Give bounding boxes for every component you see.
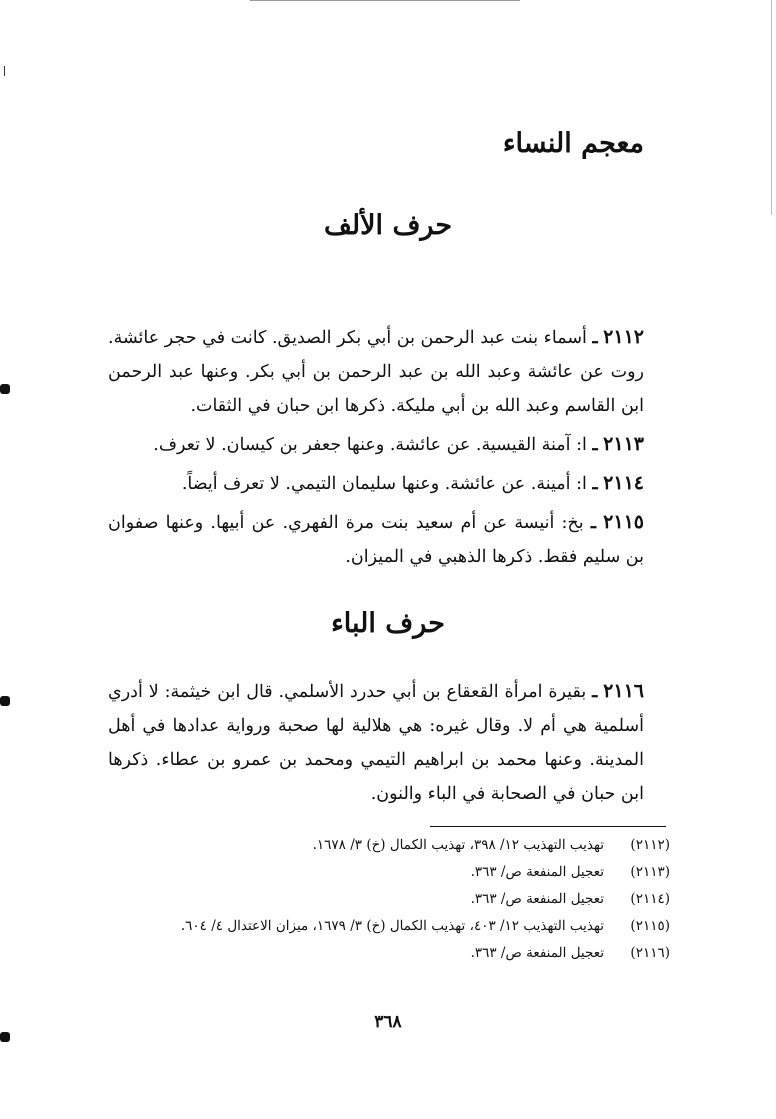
entry: ٢١١٤ ـ ا: أمينة. عن عائشة. وعنها سليمان التيمي. لا تعرف أيضاً. [181, 472, 644, 494]
entry-number: ٢١١٥ [603, 511, 644, 533]
footnote-number: (٢١١٢) [630, 837, 670, 853]
footnote [100, 859, 670, 886]
footnote [100, 940, 670, 967]
footnote-divider [430, 826, 666, 827]
entry-text: ا: أمينة. عن عائشة. وعنها سليمان التيمي. لا تعرف أيضاً. [181, 474, 587, 494]
footnote-text: تعجيل المنفعة ص/ ٣٦٣. [470, 864, 604, 880]
footnote-text: تعجيل المنفعة ص/ ٣٦٣. [470, 891, 604, 907]
entry: ٢١١٥ ـ بخ: أنيسة عن أم سعيد بنت مرة الفهري. عن أبيها. وعنها صفوان بن سليم فقط. ذكرها الذهبي في الميزان. [108, 511, 644, 567]
entry-number: ٢١١٣ [603, 433, 644, 455]
footnote-text: تهذيب التهذيب ١٢/ ٤٠٣، تهذيب الكمال (خ) ٣/ ١٦٧٩، ميزان الاعتدال ٤/ ٦٠٤. [180, 918, 604, 934]
margin-mark [0, 1032, 10, 1042]
footnote-number: (٢١١٤) [630, 891, 670, 907]
entry: ٢١١٣ ـ ا: آمنة القيسية. عن عائشة. وعنها جعفر بن كيسان. لا تعرف. [153, 433, 644, 455]
entry-text: بقيرة امرأة القعقاع بن أبي حدرد الأسلمي. قال ابن خيثمة: لا أدري أسلمية هي أم لا. وقال غيره: هي هلالية لها صحبة ورواية عدادها في أهل المدينة. وعنها محمد بن ابراهيم التيمي ومحمد بن عمرو بن عطاء. ذكرها ابن حبان في الصحابة في الباء والنون. [108, 682, 644, 804]
entries-ba [108, 674, 644, 815]
section-title: معجم النساء [502, 128, 644, 159]
page-number: ٣٦٨ [374, 1012, 402, 1032]
footnote-text: تهذيب التهذيب ١٢/ ٣٩٨، تهذيب الكمال (خ) ٣/ ١٦٧٨. [312, 837, 604, 853]
entry-text: بخ: أنيسة عن أم سعيد بنت مرة الفهري. عن أبيها. وعنها صفوان بن سليم فقط. ذكرها الذهبي في الميزان. [108, 513, 644, 567]
footnotes [100, 832, 670, 967]
entry-text: ا: آمنة القيسية. عن عائشة. وعنها جعفر بن كيسان. لا تعرف. [153, 435, 587, 455]
footnote [100, 913, 670, 940]
footnote-text: تعجيل المنفعة ص/ ٣٦٣. [470, 945, 604, 961]
footnote-number: (٢١١٦) [630, 945, 670, 961]
entry: ٢١١٦ ـ بقيرة امرأة القعقاع بن أبي حدرد الأسلمي. قال ابن خيثمة: لا أدري أسلمية هي أم لا. وقال غيره: هي هلالية لها صحبة ورواية عدادها في أهل المدينة. وعنها محمد بن ابراهيم التيمي ومحمد بن عمرو بن عطاء. ذكرها ابن حبان في الصحابة في الباء والنون. [108, 680, 644, 804]
footnote-number: (٢١١٣) [630, 864, 670, 880]
entry-number: ٢١١٦ [603, 680, 644, 702]
entry-number: ٢١١٢ [603, 326, 644, 348]
entry: ٢١١٢ ـ أسماء بنت عبد الرحمن بن أبي بكر الصديق. كانت في حجر عائشة. روت عن عائشة وعبد الله بن عبد الرحمن بن أبي بكر. وعنها عبد الرحمن ابن القاسم وعبد الله بن أبي مليكة. ذكرها ابن حبان في الثقات. [108, 326, 644, 416]
top-edge-line [250, 0, 520, 1]
footnote [100, 886, 670, 913]
margin-mark [0, 696, 10, 706]
footnote-number: (٢١١٥) [630, 918, 670, 934]
margin-mark [0, 384, 10, 394]
heading-ba: حرف الباء [331, 608, 445, 639]
entries-alif [108, 320, 644, 578]
entry-text: أسماء بنت عبد الرحمن بن أبي بكر الصديق. كانت في حجر عائشة. روت عن عائشة وعبد الله بن عبد الرحمن بن أبي بكر. وعنها عبد الرحمن ابن القاسم وعبد الله بن أبي مليكة. ذكرها ابن حبان في الثقات. [108, 328, 644, 416]
entry-number: ٢١١٤ [603, 472, 644, 494]
heading-alif: حرف الألف [323, 210, 453, 241]
margin-tick [4, 66, 5, 76]
footnote [100, 832, 670, 859]
right-edge-line [771, 0, 772, 215]
